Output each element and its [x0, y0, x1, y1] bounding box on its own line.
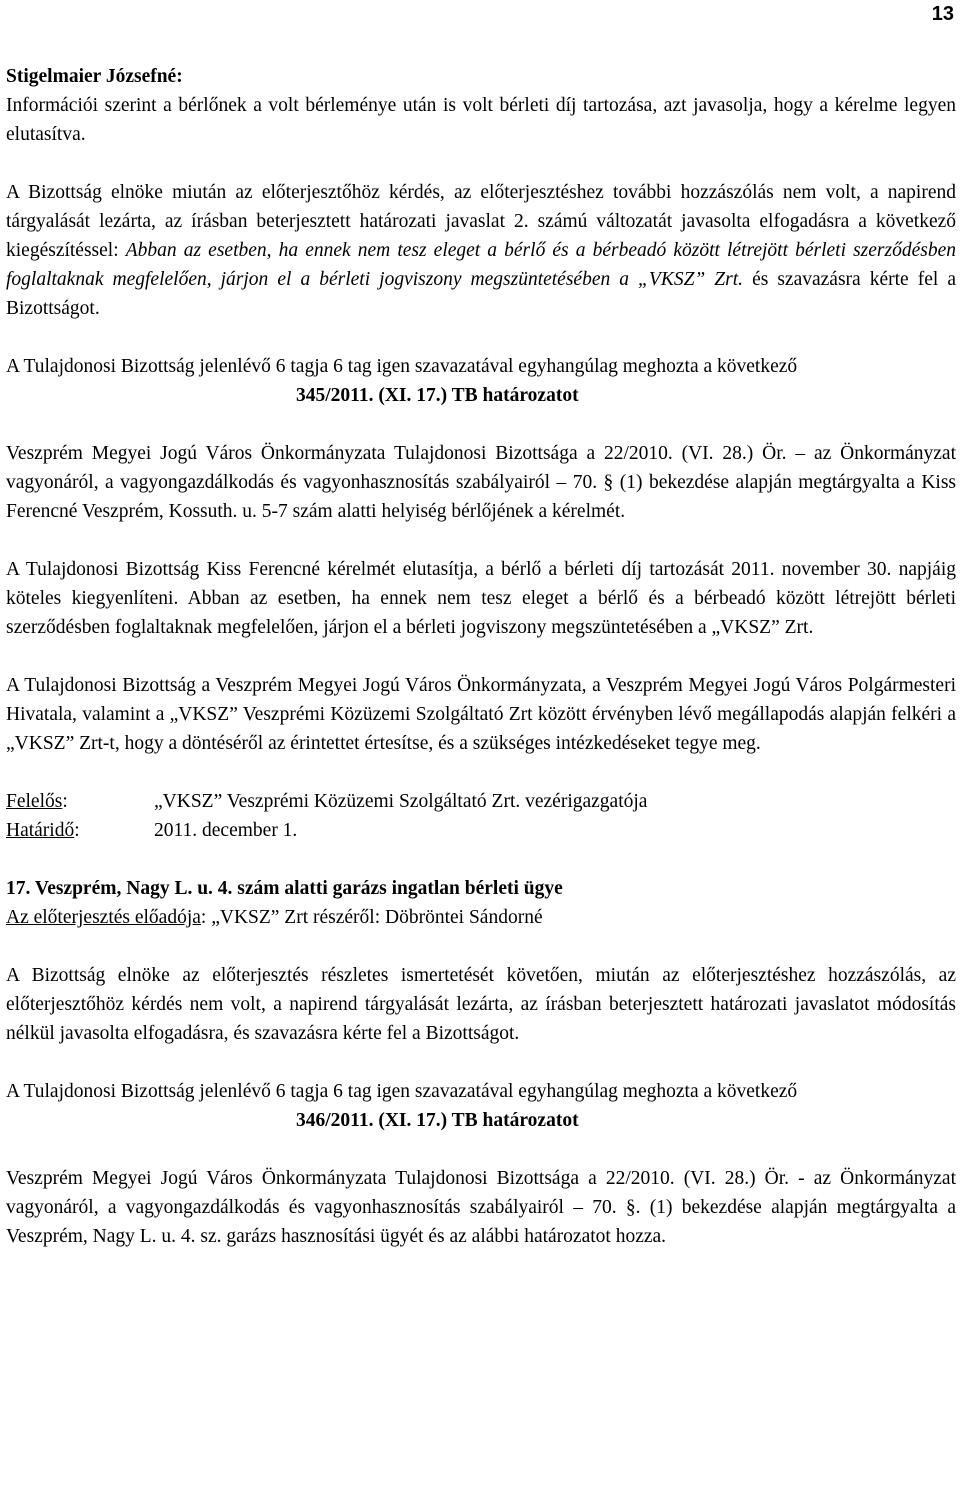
presenter-line: Az előterjesztés előadója: „VKSZ” Zrt részéről: Döbröntei Sándorné	[6, 907, 543, 928]
deadline-value: 2011. december 1.	[154, 820, 298, 841]
chair-proposal-closing: és szavazásra kérte fel a Bizottságot.	[6, 269, 956, 319]
speaker-statement: Információi szerint a bérlőnek a volt bérleménye után is volt bérleti díj tartozása, azt javasolja, hogy a kérelme legyen elutasítva.	[6, 95, 956, 145]
agenda-item-17-title: 17. Veszprém, Nagy L. u. 4. szám alatti garázs ingatlan bérleti ügye	[6, 878, 563, 899]
deadline-label-wrap: Határidő:	[6, 820, 80, 841]
responsible-row	[6, 787, 956, 816]
responsible-label: Felelős	[6, 791, 63, 812]
vote-statement-2: A Tulajdonosi Bizottság jelenlévő 6 tagja 6 tag igen szavazatával egyhangúlag meghozta a következő	[6, 1081, 798, 1102]
proposal-amendment-italic: Abban az esetben, ha ennek nem tesz eleget a bérlő és a bérbeadó között létrejött bérleti szerződésben foglaltaknak megfelelően, járjon el a bérleti jogviszony megszüntetésében a „VKSZ” Zrt.	[6, 240, 956, 290]
resolution-346-intro: Veszprém Megyei Jogú Város Önkormányzata Tulajdonosi Bizottsága a 22/2010. (VI. 28.) Ör. - az Önkormányzat vagyonáról, a vagyongazdálkodás és vagyonhasznosítás szabályairól – 70. §. (1) bekezdése alapján megtárgyalta a Veszprém, Nagy L. u. 4. sz. garázs hasznosítási ügyét és az alábbi határozatot hozza.	[6, 1168, 956, 1247]
speaker-name: Stigelmaier Józsefné:	[6, 66, 183, 87]
page-number: 13	[931, 3, 954, 25]
responsible-label-wrap: Felelős:	[6, 791, 68, 812]
chair-proposal-text: A Bizottság elnöke miután az előterjesztőhöz kérdés, az előterjesztéshez további hozzászólás nem volt, a napirend tárgyalását lezárta, az írásban beterjesztett határozati javaslat 2. számú változatát javasolta elfogadásra a következő kiegészítéssel:	[6, 182, 956, 261]
resolution-345-intro: Veszprém Megyei Jogú Város Önkormányzata Tulajdonosi Bizottsága a 22/2010. (VI. 28.) Ör. – az Önkormányzat vagyonáról, a vagyongazdálkodás és vagyonhasznosítás szabályairól – 70. § (1) bekezdése alapján megtárgyalta a Kiss Ferencné Veszprém, Kossuth. u. 5-7 szám alatti helyiség bérlőjének a kérelmét.	[6, 443, 956, 522]
chair-proposal-paragraph	[6, 178, 956, 323]
responsible-value: „VKSZ” Veszprémi Közüzemi Szolgáltató Zrt. vezérigazgatója	[154, 791, 648, 812]
presenter-value: „VKSZ” Zrt részéről: Döbröntei Sándorné	[211, 907, 543, 928]
resolution-title-346: 346/2011. (XI. 17.) TB határozatot	[296, 1110, 579, 1131]
resolution-345-request: A Tulajdonosi Bizottság a Veszprém Megyei Jogú Város Önkormányzata, a Veszprém Megyei Jogú Város Polgármesteri Hivatala, valamint a „VKSZ” Veszprémi Közüzemi Szolgáltató Zrt között érvényben lévő megállapodás alapján felkéri a „VKSZ” Zrt-t, hogy a döntéséről az érintettet értesítse, és a szükséges intézkedéseket tegye meg.	[6, 675, 956, 754]
presenter-label: Az előterjesztés előadója	[6, 907, 201, 928]
deadline-label: Határidő	[6, 820, 75, 841]
agenda-item-17-discussion: A Bizottság elnöke az előterjesztés részletes ismertetését követően, miután az előterjesztéshez hozzászólás, az előterjesztőhöz kérdés nem volt, a napirend tárgyalását lezárta, az írásban beterjesztett határozati javaslatot módosítás nélkül javasolta elfogadásra, és szavazásra kérte fel a Bizottságot.	[6, 965, 956, 1044]
document-body	[6, 62, 956, 1251]
deadline-row	[6, 816, 956, 845]
resolution-title-345: 345/2011. (XI. 17.) TB határozatot	[296, 385, 579, 406]
resolution-345-decision: A Tulajdonosi Bizottság Kiss Ferencné kérelmét elutasítja, a bérlő a bérleti díj tartozását 2011. november 30. napjáig köteles kiegyenlíteni. Abban az esetben, ha ennek nem tesz eleget a bérlő és a bérbeadó között létrejött bérleti szerződésben foglaltaknak megfelelően, járjon el a bérleti jogviszony megszüntetésében a „VKSZ” Zrt.	[6, 559, 956, 638]
vote-statement-1: A Tulajdonosi Bizottság jelenlévő 6 tagja 6 tag igen szavazatával egyhangúlag meghozta a következő	[6, 356, 798, 377]
